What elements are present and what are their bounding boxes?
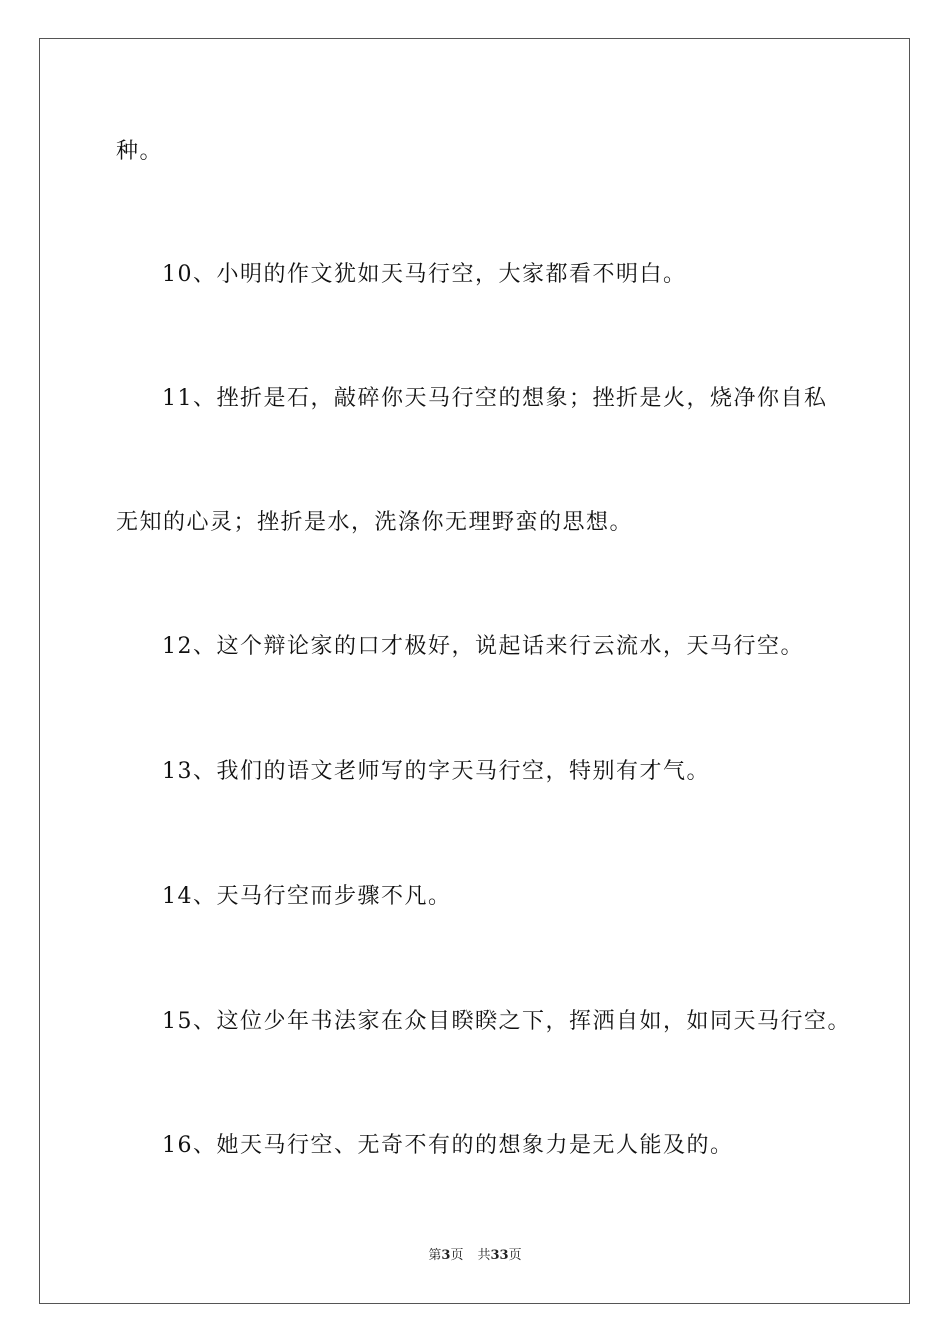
- text-line-item-16: 16、她天马行空、无奇不有的的想象力是无人能及的。: [162, 1133, 734, 1158]
- footer-page-number: 3: [441, 1248, 451, 1263]
- text-line-item-13: 13、我们的语文老师写的字天马行空，特别有才气。: [162, 759, 710, 784]
- footer-page-unit: 页: [450, 1248, 464, 1263]
- footer-total-unit: 页: [508, 1248, 522, 1263]
- text-line-item-14: 14、天马行空而步骤不凡。: [162, 884, 452, 909]
- text-line-item-11: 11、挫折是石，敲碎你天马行空的想象；挫折是火，烧净你自私: [162, 386, 828, 411]
- text-line-item-15: 15、这位少年书法家在众目睽睽之下，挥洒自如，如同天马行空。: [162, 1009, 851, 1034]
- text-line-item-11-continued: 无知的心灵；挫折是水，洗涤你无理野蛮的思想。: [116, 510, 634, 535]
- text-line-continuation: 种。: [116, 139, 164, 164]
- text-line-item-12: 12、这个辩论家的口才极好，说起话来行云流水，天马行空。: [162, 634, 804, 659]
- page-footer: [0, 1247, 950, 1265]
- footer-total-pages: 33: [490, 1248, 509, 1263]
- footer-total-prefix: 共: [477, 1248, 491, 1263]
- page-border: [39, 38, 910, 1304]
- footer-page-prefix: 第: [428, 1248, 442, 1263]
- text-line-item-10: 10、小明的作文犹如天马行空，大家都看不明白。: [162, 262, 687, 287]
